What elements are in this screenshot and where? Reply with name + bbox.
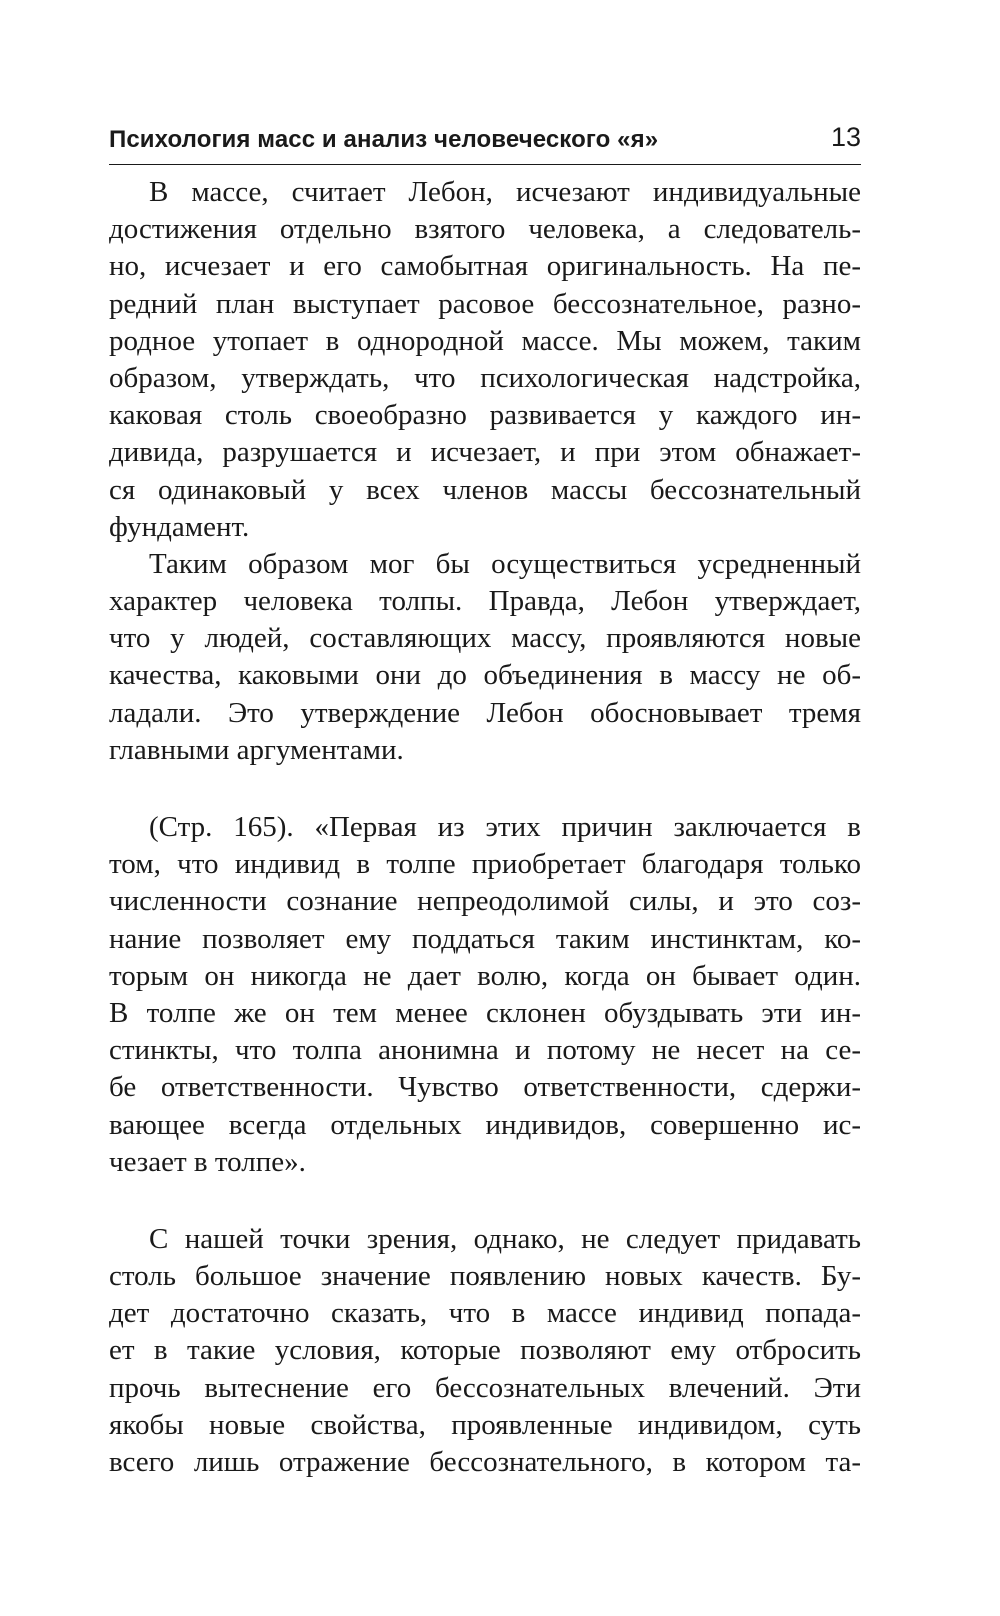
text-line: торым он никогда не дает волю, когда он бывает один. [109,959,861,992]
running-header [109,118,861,165]
text-line: В толпе же он тем менее склонен обуздывать эти ин- [109,996,861,1029]
body-text [109,174,861,1481]
text-line: В массе, считает Лебон, исчезают индивидуальные [149,176,861,208]
paragraph [109,1221,861,1481]
page-number: 13 [830,122,861,152]
text-line: бе ответственности. Чувство ответственности, сдержи- [109,1071,861,1104]
section-gap [109,1181,861,1221]
text-line: прочь вытеснение его бессознательных влечений. Эти [109,1371,861,1404]
text-line: главными аргументами. [109,733,404,766]
text-line: якобы новые свойства, проявленные индивидом, суть [109,1408,861,1441]
text-line: столь большое значение появлению новых качеств. Бу- [109,1260,861,1293]
text-line: С нашей точки зрения, однако, не следует придавать [149,1222,861,1255]
paragraph [109,546,861,769]
text-line: численности сознание непреодолимой силы, и это соз- [109,885,861,918]
text-line: дивида, разрушается и исчезает, и при этом обнажает- [109,436,861,469]
text-line: качества, каковыми они до объединения в массу не об- [109,659,861,692]
text-line: характер человека толпы. Правда, Лебон утверждает, [109,585,861,618]
text-line: (Стр. 165). «Первая из этих причин заключается в [149,811,861,843]
text-line: чезает в толпе». [109,1145,306,1178]
text-line: стинкты, что толпа анонимна и потому не несет на се- [109,1034,861,1067]
text-line: ладали. Это утверждение Лебон обосновывает тремя [109,696,861,729]
running-title: Психология масс и анализ человеческого «я» [109,126,659,153]
text-line: каковая столь своеобразно развивается у каждого ин- [109,399,861,432]
text-line: образом, утверждать, что психологическая надстройка, [109,361,861,394]
text-line: что у людей, составляющих массу, проявляются новые [109,622,861,655]
text-line: дет достаточно сказать, что в массе индивид попада- [109,1297,861,1330]
text-line: вающее всегда отдельных индивидов, совершенно ис- [109,1108,861,1141]
text-line: фундамент. [109,510,250,543]
quotation-paragraph [109,809,861,1181]
section-gap [109,769,861,809]
text-line: но, исчезает и его самобытная оригинальность. На пе- [109,250,861,283]
text-line: всего лишь отражение бессознательного, в котором та- [109,1446,861,1478]
text-line: родное утопает в однородной массе. Мы можем, таким [109,324,861,357]
text-line: том, что индивид в толпе приобретает благодаря только [109,848,861,881]
text-line: редний план выступает расовое бессознательное, разно- [109,287,861,320]
text-line: Таким образом мог бы осуществиться усредненный [149,547,861,580]
text-line: ет в такие условия, которые позволяют ему отбросить [109,1334,861,1367]
text-line: ся одинаковый у всех членов массы бессознательный [109,473,861,506]
text-line: достижения отдельно взятого человека, а следователь- [109,213,861,246]
text-line: нание позволяет ему поддаться таким инстинктам, ко- [109,922,861,955]
paragraph [109,174,861,546]
